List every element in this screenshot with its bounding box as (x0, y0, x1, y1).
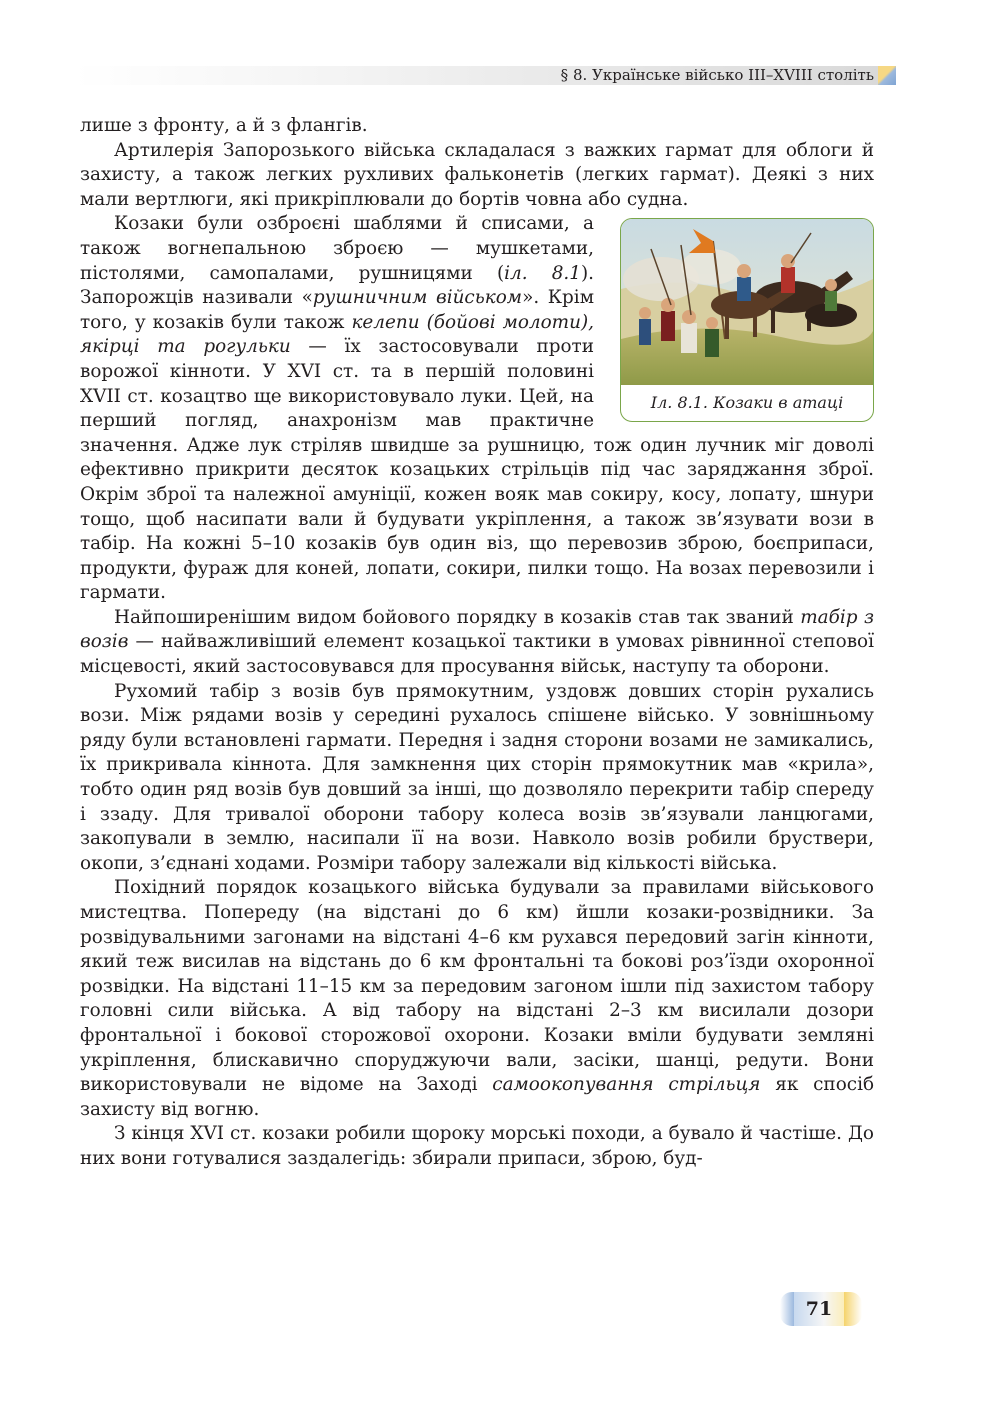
text-run: ». Крім того, у козаків були також (80, 287, 594, 333)
text-run: як спосіб захисту від вогню. (80, 1074, 875, 1120)
running-header: § 8. Українське військо ІІІ–XVIII століть (560, 66, 874, 84)
figure-illustration-8-1 (620, 218, 874, 422)
page-number-badge (780, 1292, 862, 1326)
paragraph-7: З кінця XVI ст. козаки робили щороку морські походи, а бувало й частіше. До них вони готувалися заздалегідь: збирали припаси, зброю, буд- (80, 1123, 874, 1169)
figure-reference: іл. 8.1 (504, 262, 581, 284)
text-run: Козаки були озброєні шаблями й списами, а також вогнепальною зброєю — мушкетами, пістолями, самопалами, рушницями ( (80, 213, 594, 284)
paragraph-4 (80, 606, 874, 680)
badge-right-tab (844, 1292, 862, 1326)
page-number: 71 (805, 1298, 833, 1320)
paragraph-2: Артилерія Запорозького війська складалася з важких гармат для облоги й захисту, а також легких рухливих фальконетів (легких гармат). Деякі з них мали вертлюги, які прикріплювали до бортів човна або судна. (80, 139, 874, 210)
badge-left-tab (780, 1292, 794, 1326)
figure-caption: Іл. 8.1. Козаки в атаці (650, 393, 844, 413)
emphasis-term: келепи (бойові молоти), якірці та рогульки (80, 311, 594, 358)
header-corner-mark (878, 66, 896, 85)
main-text (80, 114, 874, 1172)
paragraph-5: Рухомий табір з возів був прямокутним, уздовж довших сторін рухались вози. Між рядами возів у середині рухалось спішене військо. У зовнішньому ряду були встановлені гармати. Передня і задня сторони возами не замикались, їх прикривала кіннота. Для замкнення цих сторін прямокутник мав «крила», тобто один ряд возів був довший за інші, що дозволяло перекрити табір спереду і ззаду. Для тривалої оборони табору колеса возів зв’язували ланцюгами, закопували в землю, насипали її на вози. Навколо возів робили бруствери, окопи, з’єднані ходами. Розміри табору залежали від кількості війська. (80, 680, 874, 874)
cossacks-attack-painting (621, 219, 873, 385)
text-run: Похідний порядок козацького війська будували за правилами військового мистецтва. Попереду (на відстані до 6 км) йшли козаки-розвідники. За розвідувальними загонами на відстані 4–6 км рухався передовий загін кінноти, який теж висилав на відстань до 6 км фронтальні та бокові роз’їзди охоронної розвідки. На відстані 11–15 км за передовим загоном ішли під захистом табору головні сили війська. А від табору на відстані 2–3 км висилали дозори фронтальної і бокової сторожової охорони. Козаки вміли будувати земляні укріплення, блискавично споруджуючи вали, засіки, шанці, редути. Вони використовували не відоме на Заході (80, 877, 874, 1096)
text-run: — найважливіший елемент козацької тактики в умовах рівнинної степової місцевості, який застосовувався для просування військ, наступу та оборони. (80, 631, 874, 678)
emphasis-term: табір з возів (80, 606, 874, 653)
paragraph-1: лише з фронту, а й з флангів. (80, 115, 368, 136)
paragraph-6 (80, 876, 874, 1122)
emphasis-term: самоокопування стрільця (492, 1074, 761, 1096)
text-run: — їх застосовували проти ворожої кінноти. У XVI ст. та в першій половині XVII ст. козацтво ще використовувало луки. Цей, на перший погляд, анахронізм мав практичне значення. Адже лук стріляв швидше за рушницю, тож один лучник міг доволі ефективно прикрити десяток козацьких стрільців під час заряджання зброї. Окрім зброї та належної амуніції, кожен вояк мав сокиру, косу, лопату, шнури тощо, щоб насипати вали й будувати укріплення, а також зв’язувати вози в табір. На кожні 5–10 козаків був один віз, що перевозив зброю, боєприпаси, продукти, фураж для коней, лопати, сокири, пилки тощо. На возах перевозили і гармати. (80, 336, 874, 604)
text-run: ). Запорожців називали « (80, 262, 594, 309)
emphasis-term: рушничним військом (312, 287, 523, 309)
text-run: Найпоширенішим видом бойового порядку в козаків став так званий (114, 606, 801, 628)
